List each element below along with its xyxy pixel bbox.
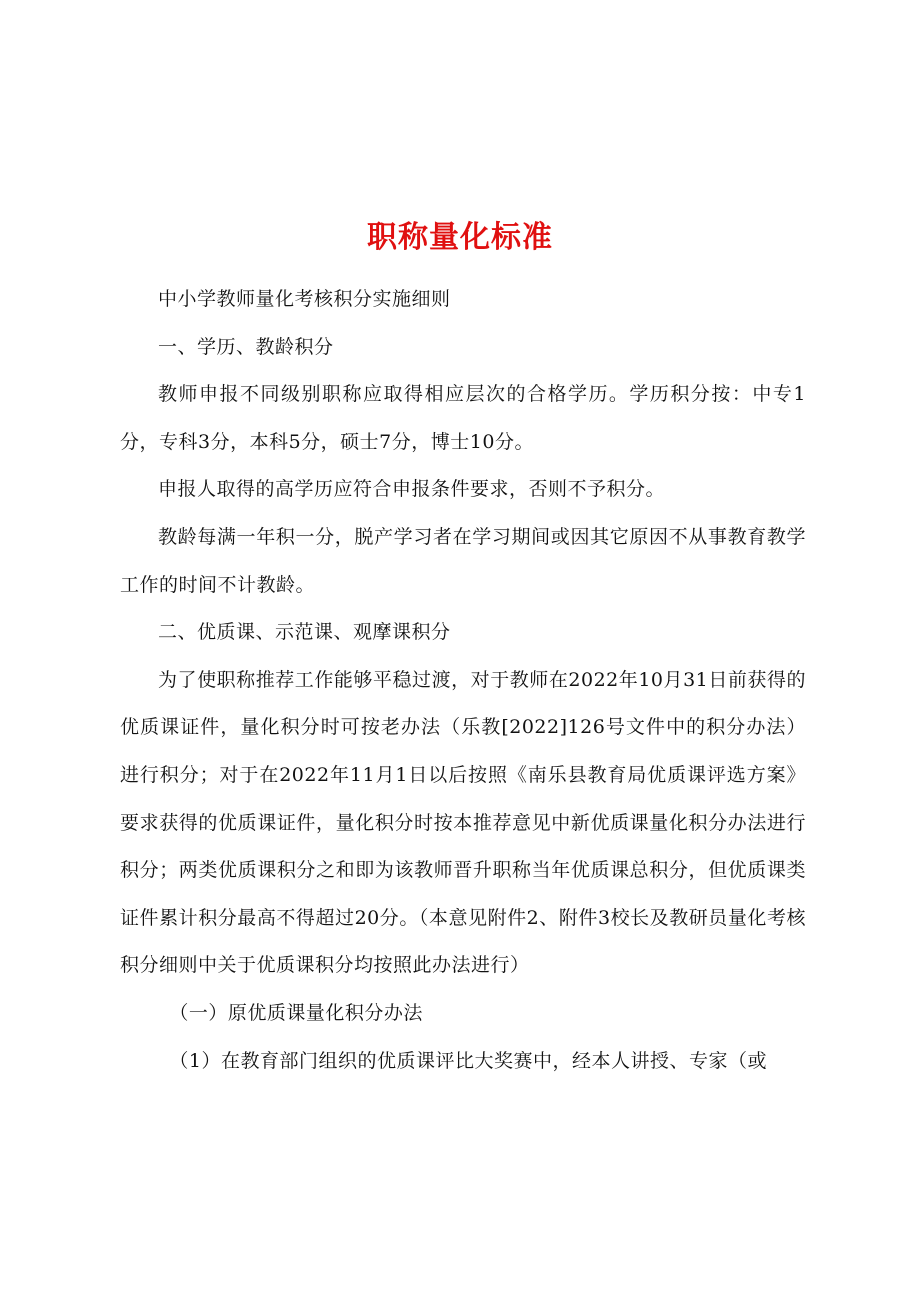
paragraph-quality-class-rules: 为了使职称推荐工作能够平稳过渡，对于教师在2022年10月31日前获得的优质课证件，量化积分时可按老办法（乐教[2022]126号文件中的积分办法）进行积分；对于在2022年11月1日以后按照《南乐县教育局优质课评选方案》要求获得的优质课证件，量化积分时按本推荐意见中新优质课量化积分办法进行积分；两类优质课积分之和即为该教师晋升职称当年优质课总积分，但优质课类证件累计积分最高不得超过20分。（本意见附件2、附件3校长及教研员量化考核积分细则中关于优质课积分均按照此办法进行） xyxy=(120,668,806,977)
paragraph-degree-requirement: 申报人取得的高学历应符合申报条件要求，否则不予积分。 xyxy=(158,478,666,501)
paragraph-subtitle: 中小学教师量化考核积分实施细则 xyxy=(158,288,451,310)
paragraph-education-points: 教师申报不同级别职称应取得相应层次的合格学历。学历积分按：中专1分，专科3分，本科5分，硕士7分，博士10分。 xyxy=(120,383,806,453)
paragraph-item-1: （1）在教育部门组织的优质课评比大奖赛中，经本人讲授、专家（或 xyxy=(169,1049,767,1072)
document-title: 职称量化标准 xyxy=(367,220,553,256)
section-heading-quality-class: 二、优质课、示范课、观摩课积分 xyxy=(158,621,451,644)
document-body xyxy=(120,276,806,1085)
paragraph-teaching-years: 教龄每满一年积一分，脱产学习者在学习期间或因其它原因不从事教育教学工作的时间不计教龄。 xyxy=(120,525,806,596)
subsection-heading-original-method: （一）原优质课量化积分办法 xyxy=(169,1001,423,1024)
section-heading-education: 一、学历、教龄积分 xyxy=(158,335,334,358)
